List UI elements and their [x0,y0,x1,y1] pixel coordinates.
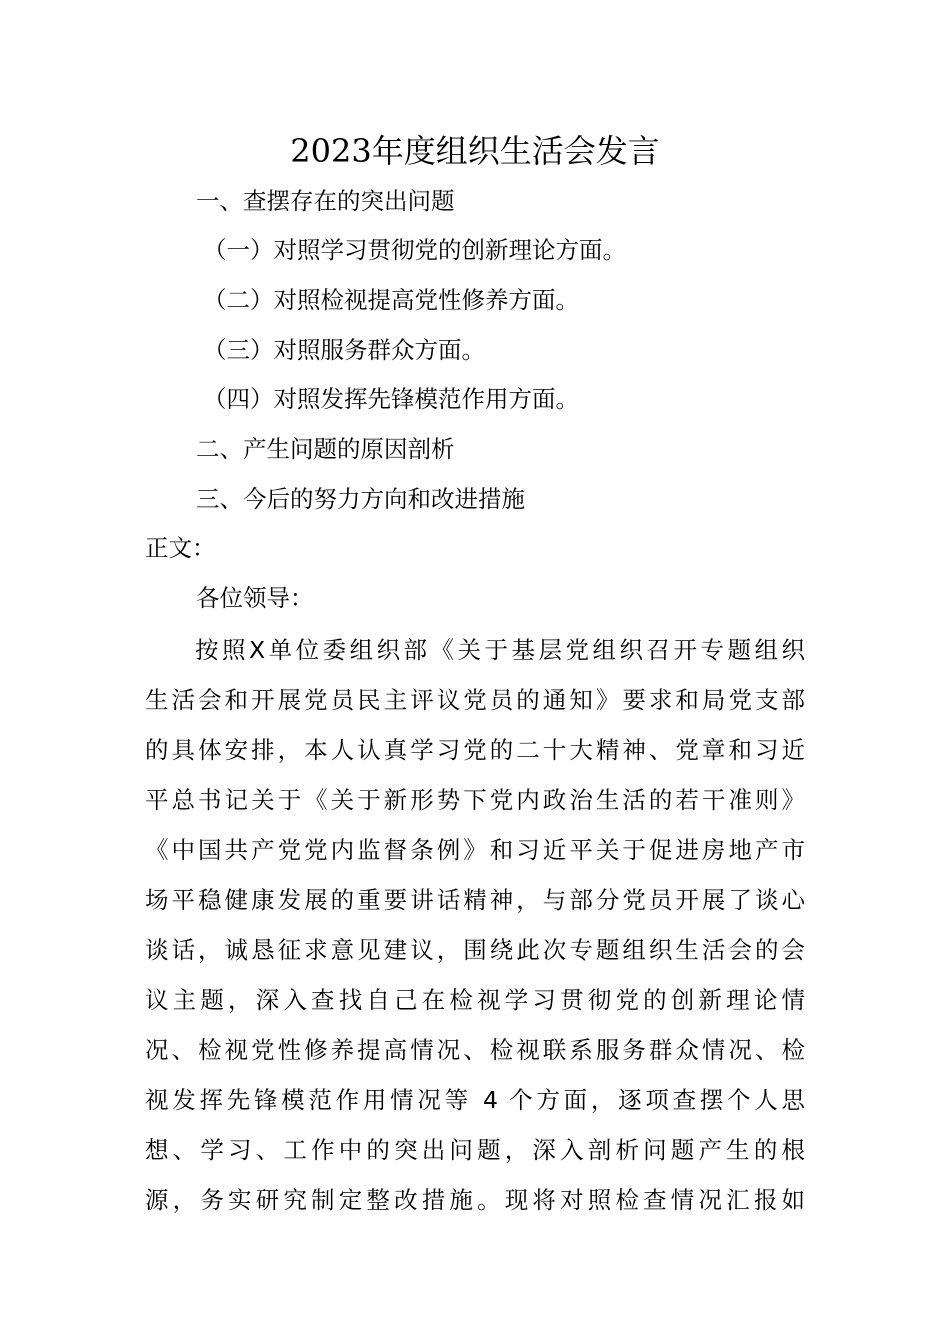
paragraph-line: 议主题，深入查找自己在检视学习贯彻党的创新理论情 [145,986,805,1014]
outline-heading-2: 二、产生问题的原因剖析 [196,435,455,463]
paragraph-line: 况、检视党性修养提高情况、检视联系服务群众情况、检 [145,1036,805,1064]
paragraph-line: 生活会和开展党员民主评议党员的通知》要求和局党支部 [145,686,805,714]
body-paragraph [145,625,805,1225]
salutation: 各位领导： [196,584,314,612]
outline-subitem-1: （一）对照学习贯彻党的创新理论方面。 [203,236,626,264]
paragraph-line: 按照X单位委组织部《关于基层党组织召开专题组织 [195,636,805,664]
outline-subitem-4: （四）对照发挥先锋模范作用方面。 [203,385,579,413]
paragraph-line: 的具体安排，本人认真学习党的二十大精神、党章和习近 [145,736,805,764]
paragraph-line: 视发挥先锋模范作用情况等 4 个方面，逐项查摆个人思 [145,1086,805,1114]
paragraph-line: 场平稳健康发展的重要讲话精神，与部分党员开展了谈心 [145,886,805,914]
outline-heading-1: 一、查摆存在的突出问题 [196,187,455,215]
paragraph-line: 想、学习、工作中的突出问题，深入剖析问题产生的根 [145,1136,805,1164]
paragraph-line: 《中国共产党党内监督条例》和习近平关于促进房地产市 [145,836,805,864]
paragraph-line: 源，务实研究制定整改措施。现将对照检查情况汇报如 [145,1186,805,1214]
outline-subitem-2: （二）对照检视提高党性修养方面。 [203,286,579,314]
document-title: 2023年度组织生活会发言 [290,132,660,170]
body-label: 正文： [145,534,216,562]
outline-subitem-3: （三）对照服务群众方面。 [203,336,485,364]
paragraph-line: 平总书记关于《关于新形势下党内政治生活的若干准则》 [145,786,805,814]
paragraph-line: 谈话，诚恳征求意见建议，围绕此次专题组织生活会的会 [145,936,805,964]
outline-heading-3: 三、今后的努力方向和改进措施 [196,485,525,513]
